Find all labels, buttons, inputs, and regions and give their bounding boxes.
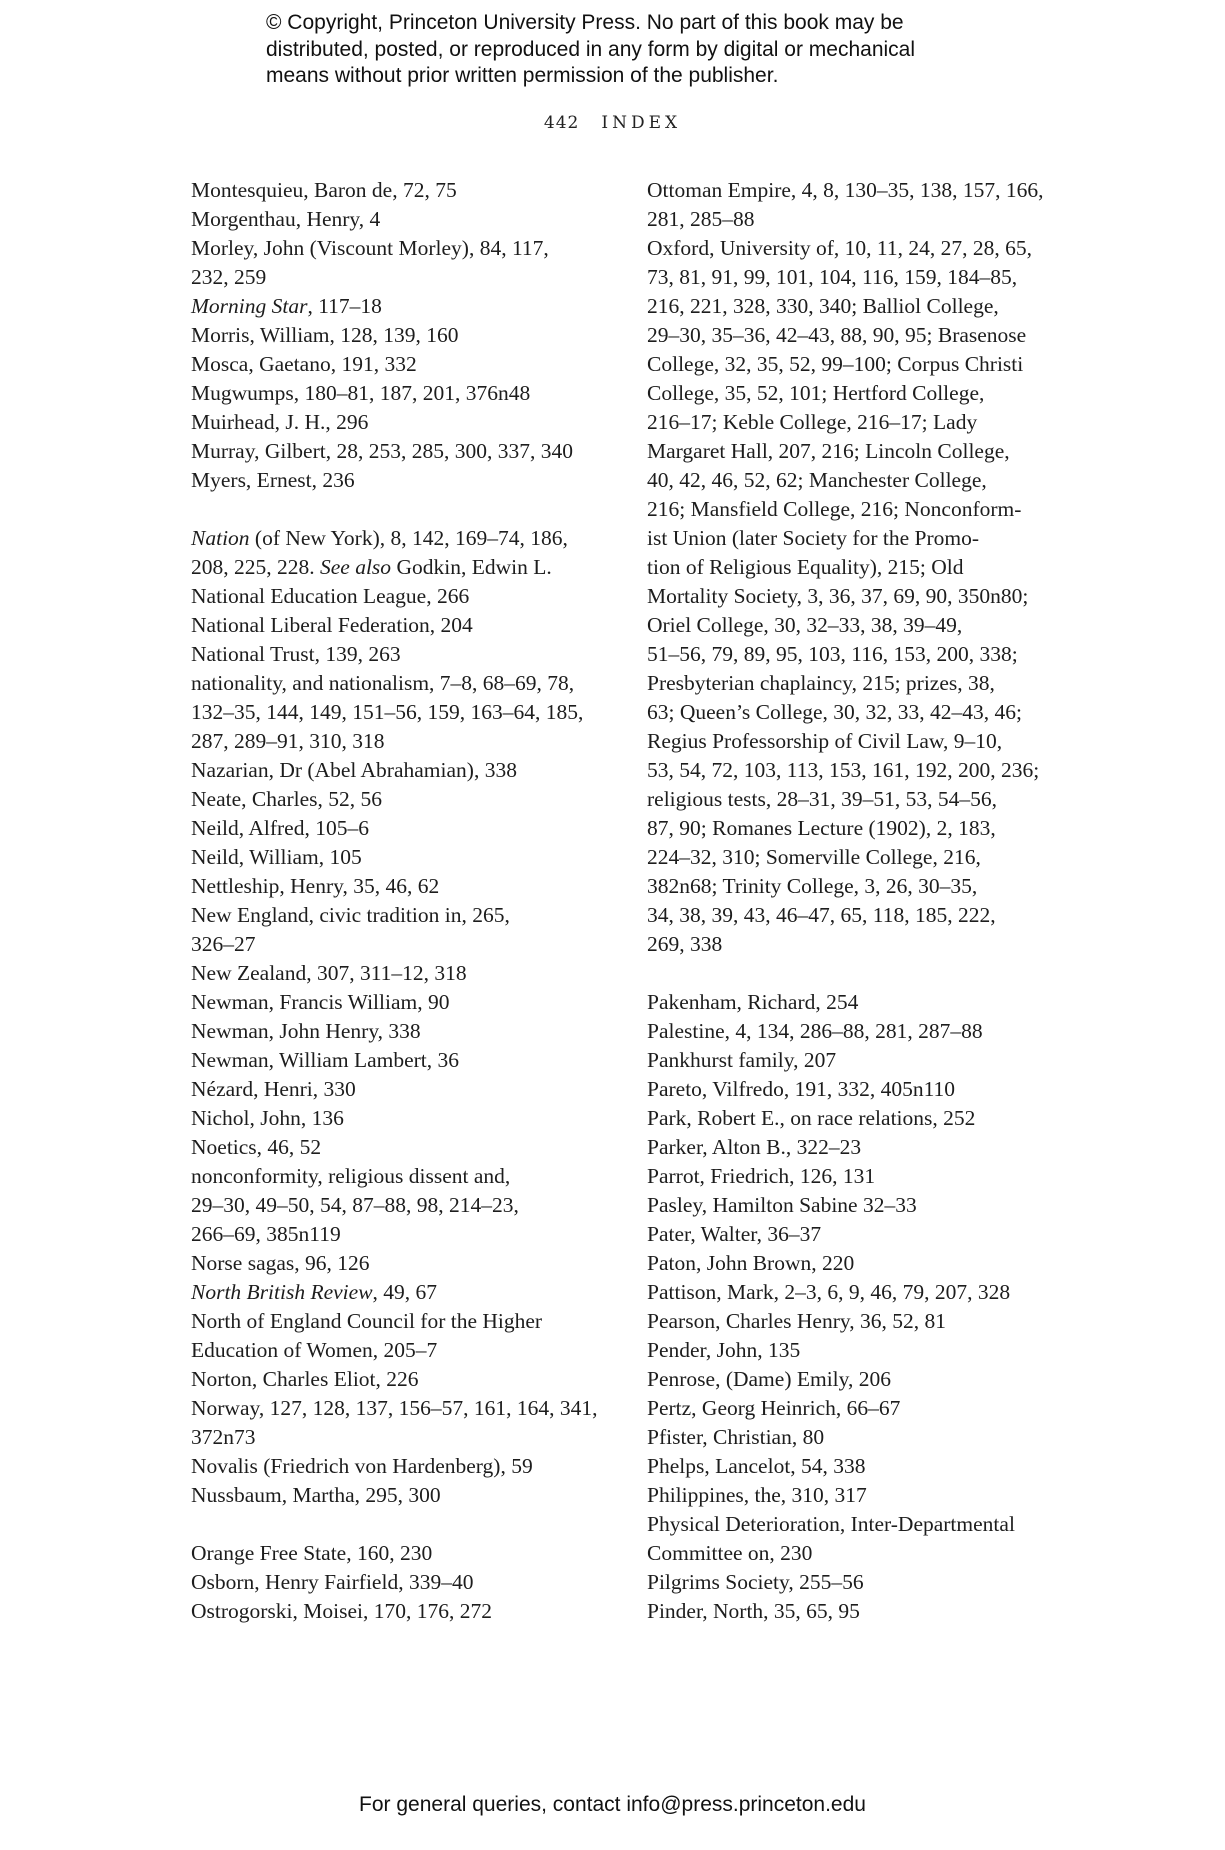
index-entry-line: Parrot, Friedrich, 126, 131 (647, 1164, 876, 1188)
index-entry (191, 1046, 621, 1075)
index-entry-line: 63; Queen’s College, 30, 32, 33, 42–43, 46; (647, 700, 1023, 724)
index-entry (191, 843, 621, 872)
index-entry-line: 73, 81, 91, 99, 101, 104, 116, 159, 184–85, (647, 265, 1018, 289)
index-entry-line: North of England Council for the Higher (191, 1309, 543, 1333)
index-entry-line: Pakenham, Richard, 254 (647, 990, 859, 1014)
index-entry (647, 1017, 1077, 1046)
index-entry-line: Committee on, 230 (647, 1541, 813, 1565)
index-entry-line: 266–69, 385n119 (191, 1222, 341, 1246)
index-entry-line: Pankhurst family, 207 (647, 1048, 837, 1072)
index-entry-line: Morris, William, 128, 139, 160 (191, 323, 459, 347)
index-entry-line: College, 35, 52, 101; Hertford College, (647, 381, 985, 405)
index-entry-line: 382n68; Trinity College, 3, 26, 30–35, (647, 874, 978, 898)
index-entry (647, 1597, 1077, 1626)
index-entry-line: Mortality Society, 3, 36, 37, 69, 90, 350n80; (647, 584, 1029, 608)
index-entry (191, 959, 621, 988)
index-entry-line: Morning Star, 117–18 (191, 294, 382, 318)
index-entry-line: National Trust, 139, 263 (191, 642, 401, 666)
index-entry (647, 1365, 1077, 1394)
index-entry-line: Phelps, Lancelot, 54, 338 (647, 1454, 866, 1478)
index-entry-line: Ottoman Empire, 4, 8, 130–35, 138, 157, 166, (647, 178, 1044, 202)
copyright-notice (266, 10, 1026, 90)
index-column-left (191, 176, 621, 1626)
index-entry-line: Muirhead, J. H., 296 (191, 410, 369, 434)
index-entry-line: College, 32, 35, 52, 99–100; Corpus Christi (647, 352, 1024, 376)
index-entry-line: Pasley, Hamilton Sabine 32–33 (647, 1193, 917, 1217)
index-entry (647, 1336, 1077, 1365)
index-entry-line: Philippines, the, 310, 317 (647, 1483, 867, 1507)
index-entry-line: Margaret Hall, 207, 216; Lincoln College, (647, 439, 1010, 463)
index-entry-line: Novalis (Friedrich von Hardenberg), 59 (191, 1454, 533, 1478)
index-entry (647, 1191, 1077, 1220)
index-entry-line: 208, 225, 228. See also Godkin, Edwin L. (191, 555, 552, 579)
index-entry-line: Nézard, Henri, 330 (191, 1077, 356, 1101)
copyright-line: means without prior written permission of the publisher. (266, 64, 779, 87)
index-entry-line: Presbyterian chaplaincy, 215; prizes, 38, (647, 671, 995, 695)
index-entry-line: Morley, John (Viscount Morley), 84, 117, (191, 236, 549, 260)
index-entry-line: 281, 285–88 (647, 207, 755, 231)
index-entry-line: Mugwumps, 180–81, 187, 201, 376n48 (191, 381, 531, 405)
index-entry-line: Pater, Walter, 36–37 (647, 1222, 822, 1246)
index-entry (647, 1452, 1077, 1481)
index-entry (191, 872, 621, 901)
index-entry-line: Pfister, Christian, 80 (647, 1425, 825, 1449)
index-entry-line: nonconformity, religious dissent and, (191, 1164, 511, 1188)
index-entry (191, 176, 621, 205)
index-entry (191, 1249, 621, 1278)
index-entry-line: Nazarian, Dr (Abel Abrahamian), 338 (191, 758, 517, 782)
index-entry (191, 1104, 621, 1133)
index-entry-line: Montesquieu, Baron de, 72, 75 (191, 178, 457, 202)
index-entry (647, 1481, 1077, 1510)
index-entry-line: Newman, Francis William, 90 (191, 990, 450, 1014)
index-entry (647, 1104, 1077, 1133)
index-entry-line: Myers, Ernest, 236 (191, 468, 355, 492)
index-entry (191, 582, 621, 611)
index-entry (191, 1278, 621, 1307)
index-entry-line: Oriel College, 30, 32–33, 38, 39–49, (647, 613, 963, 637)
index-entry-line: religious tests, 28–31, 39–51, 53, 54–56, (647, 787, 997, 811)
index-entry (191, 640, 621, 669)
index-entry (191, 814, 621, 843)
index-entry-line: 372n73 (191, 1425, 256, 1449)
index-entry (191, 321, 621, 350)
index-entry (647, 1249, 1077, 1278)
index-entry-line: Morgenthau, Henry, 4 (191, 207, 381, 231)
index-entry-line: National Education League, 266 (191, 584, 470, 608)
index-entry (647, 1162, 1077, 1191)
index-entry (191, 437, 621, 466)
index-entry (191, 292, 621, 321)
index-entry-line: Neild, William, 105 (191, 845, 362, 869)
index-entry (191, 1568, 621, 1597)
index-entry (191, 1133, 621, 1162)
index-entry-line: Neild, Alfred, 105–6 (191, 816, 369, 840)
index-entry-line: ist Union (later Society for the Promo- (647, 526, 979, 550)
index-entry-line: 87, 90; Romanes Lecture (1902), 2, 183, (647, 816, 996, 840)
index-entry-line: Paton, John Brown, 220 (647, 1251, 855, 1275)
index-entry (647, 1075, 1077, 1104)
index-entry-line: Neate, Charles, 52, 56 (191, 787, 383, 811)
index-entry (191, 1075, 621, 1104)
index-entry-line: Pender, John, 135 (647, 1338, 801, 1362)
index-entry-line: Nettleship, Henry, 35, 46, 62 (191, 874, 440, 898)
index-entry (191, 901, 621, 959)
index-entry-line: 287, 289–91, 310, 318 (191, 729, 385, 753)
index-entry-line: 216–17; Keble College, 216–17; Lady (647, 410, 978, 434)
index-entry (191, 669, 621, 756)
index-entry (191, 205, 621, 234)
index-entry-line: Mosca, Gaetano, 191, 332 (191, 352, 417, 376)
index-entry-line: Regius Professorship of Civil Law, 9–10, (647, 729, 1003, 753)
index-entry-line: 34, 38, 39, 43, 46–47, 65, 118, 185, 222, (647, 903, 996, 927)
index-entry-line: Noetics, 46, 52 (191, 1135, 322, 1159)
index-entry (191, 350, 621, 379)
index-entry-line: North British Review, 49, 67 (191, 1280, 438, 1304)
index-entry-line: 224–32, 310; Somerville College, 216, (647, 845, 981, 869)
index-entry-line: 29–30, 49–50, 54, 87–88, 98, 214–23, (191, 1193, 519, 1217)
index-entry (647, 1568, 1077, 1597)
index-entry-line: Nussbaum, Martha, 295, 300 (191, 1483, 441, 1507)
index-entry-line: Nation (of New York), 8, 142, 169–74, 186, (191, 526, 568, 550)
index-entry (191, 756, 621, 785)
index-entry (647, 988, 1077, 1017)
index-entry-line: 132–35, 144, 149, 151–56, 159, 163–64, 185, (191, 700, 584, 724)
index-entry (191, 379, 621, 408)
index-entry-line: Newman, William Lambert, 36 (191, 1048, 460, 1072)
index-entry-line: Education of Women, 205–7 (191, 1338, 438, 1362)
index-entry-line: Parker, Alton B., 322–23 (647, 1135, 862, 1159)
index-entry-line: 269, 338 (647, 932, 723, 956)
index-entry (647, 1278, 1077, 1307)
copyright-line: distributed, posted, or reproduced in any form by digital or mechanical (266, 37, 916, 61)
index-entry (191, 466, 621, 495)
index-entry (647, 1510, 1077, 1568)
index-entry-line: Nichol, John, 136 (191, 1106, 344, 1130)
copyright-line: © Copyright, Princeton University Press. No part of this book may be (266, 11, 904, 34)
index-entry-line: Ostrogorski, Moisei, 170, 176, 272 (191, 1599, 492, 1623)
running-head-title: INDEX (601, 113, 682, 133)
index-entry (191, 1452, 621, 1481)
index-entry-line: 51–56, 79, 89, 95, 103, 116, 153, 200, 338; (647, 642, 1018, 666)
page-number: 442 (543, 113, 580, 133)
index-entry (647, 1394, 1077, 1423)
index-entry (191, 785, 621, 814)
index-entry (191, 988, 621, 1017)
index-entry (191, 1162, 621, 1249)
index-entry (647, 1423, 1077, 1452)
index-column-right (647, 176, 1077, 1626)
index-entry (647, 1220, 1077, 1249)
index-entry-line: 232, 259 (191, 265, 267, 289)
index-entry-line: Physical Deterioration, Inter-Departmental (647, 1512, 1015, 1536)
index-entry-line: Palestine, 4, 134, 286–88, 281, 287–88 (647, 1019, 983, 1043)
index-entry (191, 1394, 621, 1452)
index-entry-line: National Liberal Federation, 204 (191, 613, 473, 637)
index-entry-line: 216, 221, 328, 330, 340; Balliol College, (647, 294, 999, 318)
index-entry (191, 1365, 621, 1394)
index-entry (191, 524, 621, 582)
index-entry (191, 1481, 621, 1510)
section-gap (191, 495, 621, 524)
index-entry (647, 1046, 1077, 1075)
index-entry-line: Pilgrims Society, 255–56 (647, 1570, 864, 1594)
index-entry-line: Pearson, Charles Henry, 36, 52, 81 (647, 1309, 946, 1333)
index-entry-line: Norton, Charles Eliot, 226 (191, 1367, 419, 1391)
index-entry-line: 29–30, 35–36, 42–43, 88, 90, 95; Brasenose (647, 323, 1027, 347)
index-entry-line: 40, 42, 46, 52, 62; Manchester College, (647, 468, 987, 492)
index-entry (647, 176, 1077, 234)
index-entry-line: Pareto, Vilfredo, 191, 332, 405n110 (647, 1077, 956, 1101)
index-entry-line: 326–27 (191, 932, 256, 956)
index-entry (647, 234, 1077, 959)
index-entry-line: nationality, and nationalism, 7–8, 68–69, 78, (191, 671, 575, 695)
index-entry (191, 1017, 621, 1046)
index-entry-line: Norse sagas, 96, 126 (191, 1251, 370, 1275)
index-entry (191, 1539, 621, 1568)
index-entry-line: New Zealand, 307, 311–12, 318 (191, 961, 467, 985)
section-gap (647, 959, 1077, 988)
index-entry (647, 1133, 1077, 1162)
index-entry-line: tion of Religious Equality), 215; Old (647, 555, 964, 579)
footer-contact: For general queries, contact info@press.princeton.edu (359, 1793, 866, 1816)
index-entry-line: Newman, John Henry, 338 (191, 1019, 421, 1043)
index-entry-line: Park, Robert E., on race relations, 252 (647, 1106, 976, 1130)
index-entry (647, 1307, 1077, 1336)
index-entry-line: Murray, Gilbert, 28, 253, 285, 300, 337, 340 (191, 439, 573, 463)
index-entry-line: Osborn, Henry Fairfield, 339–40 (191, 1570, 474, 1594)
index-entry (191, 1307, 621, 1365)
index-entry-line: New England, civic tradition in, 265, (191, 903, 510, 927)
index-entry-line: 53, 54, 72, 103, 113, 153, 161, 192, 200, 236; (647, 758, 1040, 782)
index-entry (191, 1597, 621, 1626)
index-entry (191, 408, 621, 437)
index-entry-line: Orange Free State, 160, 230 (191, 1541, 433, 1565)
index-entry-line: Pattison, Mark, 2–3, 6, 9, 46, 79, 207, 328 (647, 1280, 1011, 1304)
index-entry-line: 216; Mansfield College, 216; Nonconform- (647, 497, 1022, 521)
index-entry-line: Norway, 127, 128, 137, 156–57, 161, 164, 341, (191, 1396, 598, 1420)
index-entry-line: Oxford, University of, 10, 11, 24, 27, 28, 65, (647, 236, 1032, 260)
index-entry-line: Penrose, (Dame) Emily, 206 (647, 1367, 892, 1391)
index-entry-line: Pertz, Georg Heinrich, 66–67 (647, 1396, 901, 1420)
index-entry-line: Pinder, North, 35, 65, 95 (647, 1599, 860, 1623)
running-head (0, 113, 1225, 133)
index-entry (191, 234, 621, 292)
section-gap (191, 1510, 621, 1539)
index-entry (191, 611, 621, 640)
